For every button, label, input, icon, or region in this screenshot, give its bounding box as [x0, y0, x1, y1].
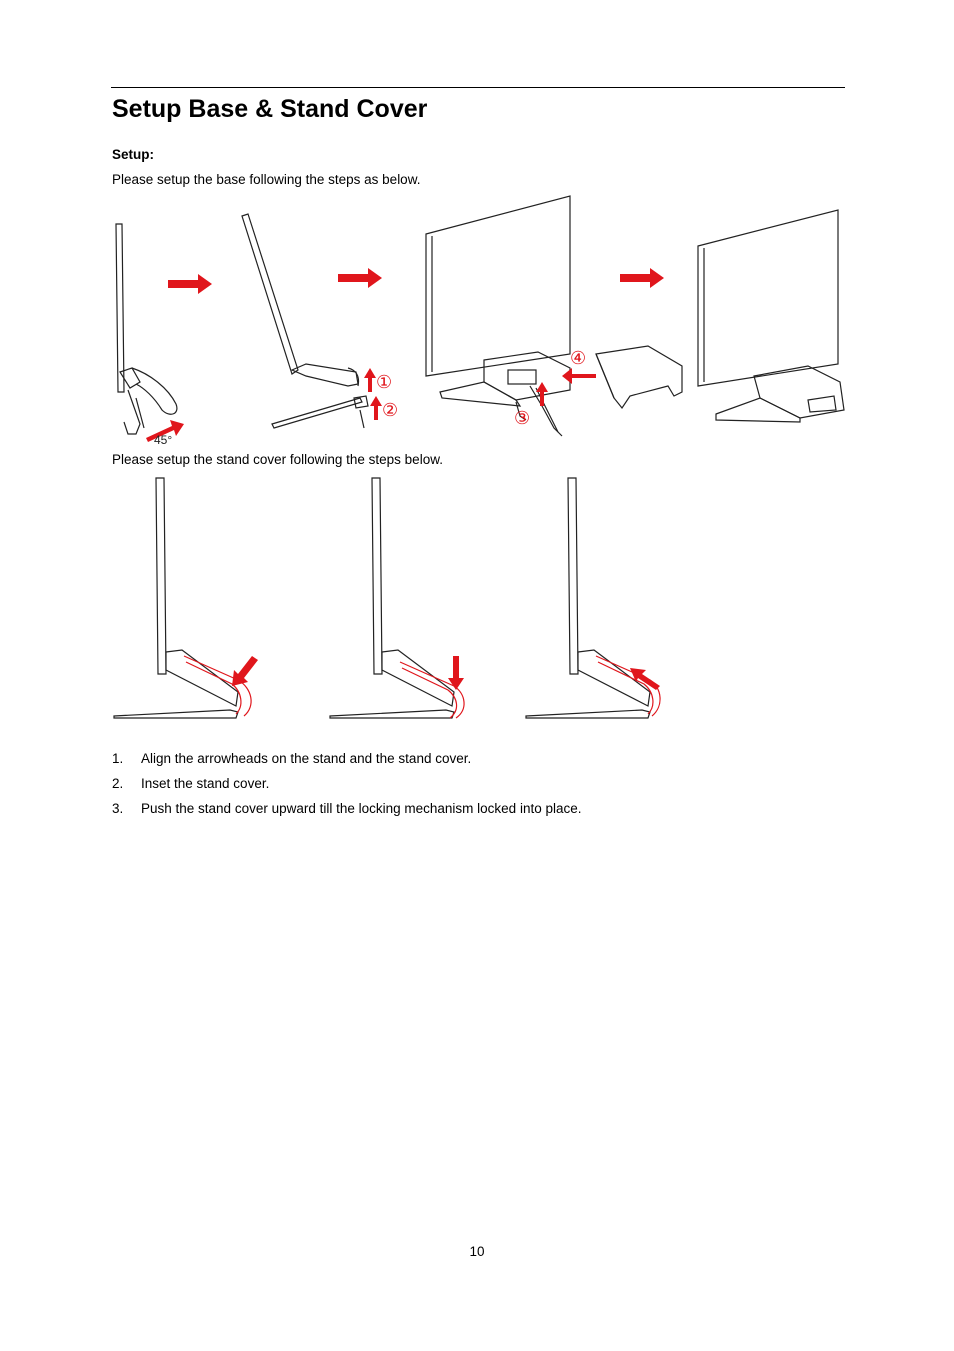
step-number: 1. [112, 751, 124, 766]
stand-cover-piece [596, 346, 682, 408]
monitor-assembled-view-4 [698, 210, 844, 422]
arrow-up-icon-2 [370, 396, 382, 420]
cover-step-1-monitor [114, 478, 238, 718]
page-title: Setup Base & Stand Cover [112, 95, 428, 123]
step-text: Push the stand cover upward till the locking mechanism locked into place. [141, 801, 582, 816]
arrow-up-icon-1 [364, 368, 376, 392]
step-number: 3. [112, 801, 124, 816]
callout-4: ④ [570, 348, 587, 368]
step-number: 2. [112, 776, 124, 791]
page-number: 10 [469, 1244, 485, 1259]
monitor-side-view-2 [242, 214, 368, 428]
arrow-right-icon-3 [620, 268, 664, 288]
arrow-right-icon-1 [168, 274, 212, 294]
header-rule [111, 87, 845, 88]
base-intro-text: Please setup the base following the steps as below. [112, 172, 421, 187]
stand-cover-illustration [110, 474, 670, 722]
angle-label: 45° [154, 433, 173, 447]
monitor-side-view-1 [116, 224, 177, 434]
callout-2: ② [382, 400, 399, 420]
cover-step-3-monitor [526, 478, 650, 718]
step-text: Inset the stand cover. [141, 776, 270, 791]
callout-1: ① [376, 372, 393, 392]
step-text: Align the arrowheads on the stand and the stand cover. [141, 751, 472, 766]
callout-3: ③ [514, 408, 531, 428]
cover-intro-text: Please setup the stand cover following the steps below. [112, 452, 443, 467]
arrow-left-icon-4 [562, 368, 596, 384]
monitor-rear-view-3 [426, 196, 570, 436]
arrow-down-left-icon [232, 656, 258, 686]
cover-step-2-monitor [330, 478, 454, 718]
setup-subheading: Setup: [112, 147, 154, 162]
cover-outline-1 [184, 656, 251, 716]
arrow-right-icon-2 [338, 268, 382, 288]
base-setup-illustration [110, 192, 845, 448]
